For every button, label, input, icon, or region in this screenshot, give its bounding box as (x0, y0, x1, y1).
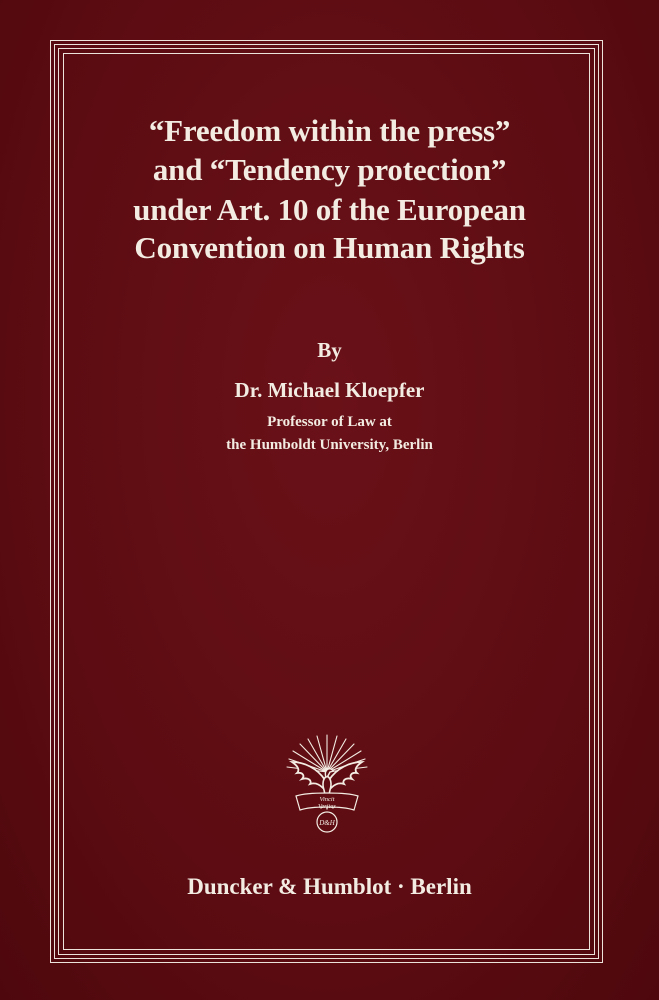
logo-motto-line-2: Veritas (317, 803, 337, 810)
author-name: Dr. Michael Kloepfer (234, 378, 425, 402)
publisher: Duncker & Humblot · Berlin (187, 874, 472, 899)
title-line-3: under Art. 10 of the European (133, 192, 526, 227)
title-line-1: “Freedom within the press” (148, 113, 511, 148)
affiliation-line-2: the Humboldt University, Berlin (226, 437, 433, 453)
affiliation-line-1: Professor of Law at (267, 414, 392, 430)
eagle-sun-emblem-icon (284, 732, 370, 834)
title-line-4: Convention on Human Rights (134, 230, 525, 265)
logo-monogram: D&H (319, 819, 335, 827)
logo-motto-line-1: Vincit (319, 796, 335, 803)
title-line-2: and “Tendency protection” (152, 152, 507, 187)
by-label: By (317, 338, 342, 362)
